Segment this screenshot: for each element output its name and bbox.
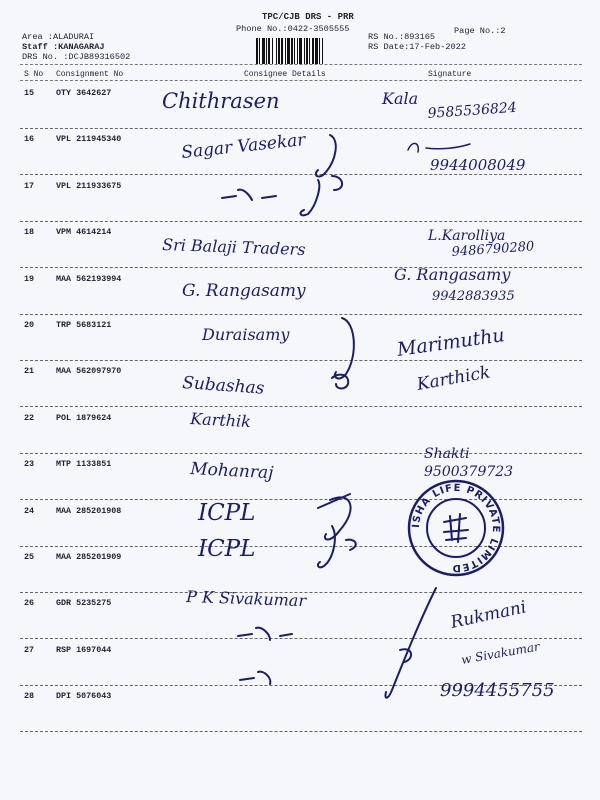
row-sno: 28 [24,691,35,701]
barcode-bar [268,38,270,64]
barcode-bar [266,38,267,64]
handwritten-signature: w Sivakumar [460,639,541,667]
area-label: Area :ALADURAI [22,32,95,42]
row-sno: 18 [24,227,35,237]
row-consignment: POL 1879624 [56,413,112,423]
handwritten-signature: G. Rangasamy [394,265,511,284]
column-consignee: Consignee Details [244,70,326,79]
handwritten-name: Duraisamy [202,325,290,344]
signature-scribble [318,494,351,540]
barcode-bar [256,38,258,64]
barcode-bar [297,38,298,64]
handwritten-name: Chithrasen [162,89,280,113]
row-consignment: DPI 5076043 [56,691,112,701]
row-divider [20,453,582,454]
row-sno: 19 [24,274,35,284]
handwritten-name: Karthik [189,409,252,432]
header-top-rule [20,64,582,65]
row-consignment: VPL 211945340 [56,134,122,144]
handwritten-signature: L.Karolliya [428,228,506,244]
row-consignment: RSP 1697044 [56,645,112,655]
handwritten-name: G. Rangasamy [182,281,306,301]
handwritten-phone: 9486790280 [451,239,535,260]
row-divider [20,638,582,639]
signature-scribble [400,649,411,662]
barcode-bar [278,38,280,64]
row-consignment: MAA 285201908 [56,506,122,516]
row-consignment: VPM 4614214 [56,227,112,237]
handwritten-signature: Kala [382,89,419,108]
signature-scribble [301,176,343,215]
barcode-image [256,38,360,64]
drs-number: DRS No. :DCJB89316502 [22,52,131,62]
handwritten-phone: 9500379723 [424,464,514,480]
barcode-bar [315,38,318,64]
barcode-bar [319,38,320,64]
handwritten-name: Sagar Vasekar [180,130,307,163]
handwritten-name: P K Sivakumar [185,587,307,611]
row-divider [20,685,582,686]
phone-number: Phone No.:0422-3505555 [236,24,350,34]
handwritten-phone: 9585536824 [427,99,518,122]
staff-label: Staff :KANAGARAJ [22,42,105,52]
barcode-bar [304,38,305,64]
barcode-bar [309,38,310,64]
row-consignment: VPL 211933675 [56,181,122,191]
handwritten-signature: Karthick [415,362,492,395]
handwritten-name: Sri Balaji Traders [161,235,306,260]
barcode-bar [285,38,286,64]
stamp-inner-signature [444,514,468,542]
barcode-bar [291,38,293,64]
handwritten-signature: Shakti [424,446,470,462]
signature-scribble [332,375,348,389]
row-divider [20,314,582,315]
handwritten-name: Mohanraj [189,459,274,484]
barcode-bar [299,38,302,64]
signature-scribble [335,318,354,378]
row-sno: 21 [24,366,35,376]
handwritten-phone: 9942883935 [432,289,515,304]
barcode-bar [312,38,314,64]
barcode-bar [281,38,283,64]
row-consignment: MAA 285201909 [56,552,122,562]
rs-number: RS No.:893165 [368,32,436,42]
row-sno: 20 [24,320,35,330]
row-sno: 26 [24,598,35,608]
column-consignment: Consignment No [56,70,124,79]
sheet-title: TPC/CJB DRS - PRR [262,12,354,22]
page-number: Page No.:2 [454,26,506,36]
barcode-bar [322,38,323,64]
handwritten-name: ICPL [198,500,256,526]
stamp-text: ISHA LIFE PRIVATE LIMITED [410,482,502,574]
barcode-bar [272,38,273,64]
rs-date: RS Date:17-Feb-2022 [368,42,466,52]
column-sno: S No [24,70,44,79]
handwritten-name: Subashas [181,373,266,399]
barcode-bar [287,38,290,64]
row-consignment: MTP 1133851 [56,459,112,469]
signature-scribble [316,135,336,176]
row-sno: 23 [24,459,35,469]
row-divider [20,592,582,593]
row-divider [20,267,582,268]
row-sno: 25 [24,552,35,562]
handwritten-signature: Marimuthu [395,324,506,361]
svg-text:ISHA LIFE PRIVATE LIMITED [411,483,501,573]
handwritten-phone: 9994455755 [440,680,555,701]
row-sno: 15 [24,88,35,98]
handwritten-phone: 9944008049 [430,156,526,174]
handwritten-name: ICPL [198,536,256,562]
row-sno: 17 [24,181,35,191]
barcode-bar [306,38,308,64]
row-divider [20,174,582,175]
handwritten-signature: Rukmani [448,597,529,633]
column-signature: Signature [428,70,472,79]
row-consignment: OTY 3642627 [56,88,112,98]
row-consignment: MAA 562193994 [56,274,122,284]
row-consignment: MAA 562097970 [56,366,122,376]
row-sno: 24 [24,506,35,516]
row-divider [20,128,582,129]
dash-mark [240,672,270,684]
header-bottom-rule [20,80,582,81]
row-divider [20,406,582,407]
barcode-bar [262,38,265,64]
row-divider [20,731,582,732]
barcode-bar [294,38,295,64]
barcode-bar [276,38,277,64]
row-divider [20,221,582,222]
barcode-bar [259,38,260,64]
row-consignment: GDR 5235275 [56,598,112,608]
row-consignment: TRP 5683121 [56,320,112,330]
company-stamp [406,478,506,578]
row-sno: 22 [24,413,35,423]
dash-mark [222,190,276,200]
row-divider [20,360,582,361]
row-sno: 27 [24,645,35,655]
signature-scribble [385,588,436,698]
signature-scribble [408,143,470,152]
row-sno: 16 [24,134,35,144]
